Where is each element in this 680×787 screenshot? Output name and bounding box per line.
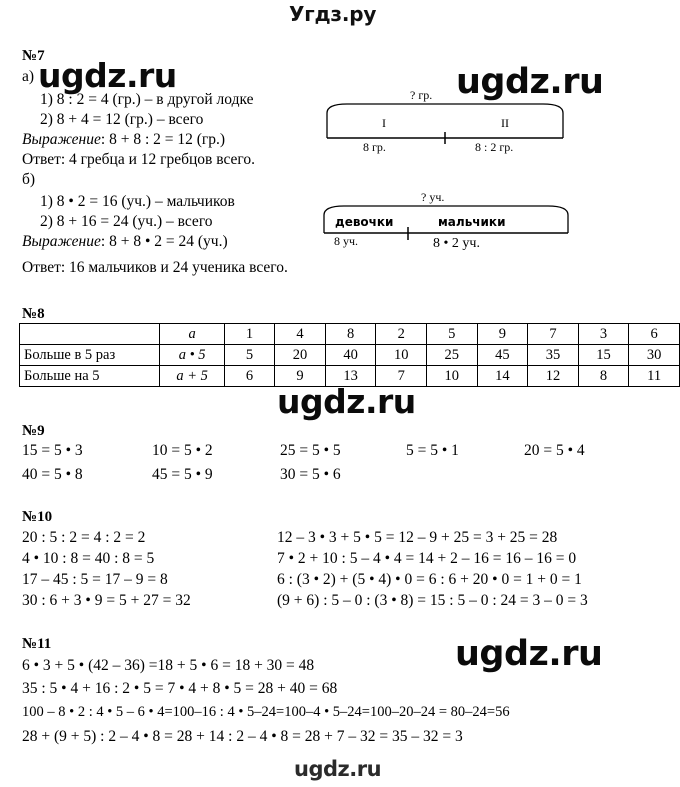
task7-b-answer: Ответ: 16 мальчиков и 24 ученика всего. [22,259,288,276]
table-cell: 30 [629,345,680,366]
table-header-cell: 9 [477,324,528,345]
task7-part-a-label: а) [22,68,35,85]
table-row-label: Больше на 5 [20,366,160,387]
table-row-label: Больше в 5 раз [20,345,160,366]
diagram-a-part2-bottom: 8 : 2 гр. [475,140,514,154]
task-number-8: №8 [22,306,45,322]
table-header-cell: 5 [427,324,478,345]
task9-row2-item-2: 45 = 5 • 9 [152,466,213,483]
task8-table [19,323,680,387]
table-cell: 40 [325,345,376,366]
table-header-cell: 3 [578,324,629,345]
diagram-a-part1-bottom: 8 гр. [363,140,386,154]
table-header-cell [20,324,160,345]
diagram-a-part2-top: II [501,116,509,130]
task9-row1-item-3: 25 = 5 • 5 [280,442,341,459]
watermark-ugdz-middle: ugdz.ru [277,382,416,421]
table-header-cell: a [160,324,224,345]
diagram-b-part2-top: мальчики [438,215,506,229]
task9-row2-item-3: 30 = 5 • 6 [280,466,341,483]
watermark-ugdz-bottom: ugdz.ru [294,757,382,781]
task11-line-4: 28 + (9 + 5) : 2 – 4 • 8 = 28 + 14 : 2 – 4 • 8 = 28 + 7 – 32 = 35 – 32 = 3 [22,728,463,745]
task7-a-line-2: 2) 8 + 4 = 12 (гр.) – всего [40,111,204,128]
diagram-b-part2-bottom: 8 • 2 уч. [433,236,480,251]
table-cell: 10 [427,366,478,387]
task10-left-line-1: 20 : 5 : 2 = 4 : 2 = 2 [22,529,146,546]
task10-right-line-1: 12 – 3 • 3 + 5 • 5 = 12 – 9 + 25 = 3 + 25 = 28 [277,529,558,546]
table-cell: 25 [427,345,478,366]
table-cell: 14 [477,366,528,387]
task10-right-line-2: 7 • 2 + 10 : 5 – 4 • 4 = 14 + 2 – 16 = 16 – 16 = 0 [277,550,577,567]
diagram-b-total-label: ? уч. [421,190,445,204]
table-row-formula: a + 5 [160,366,224,387]
task11-line-2: 35 : 5 • 4 + 16 : 2 • 5 = 7 • 4 + 8 • 5 = 28 + 40 = 68 [22,680,338,697]
table-cell: 12 [528,366,579,387]
task7-part-b-label: б) [22,171,36,188]
table-row-header [20,324,680,345]
table-row-formula: a • 5 [160,345,224,366]
task9-row1-item-1: 15 = 5 • 3 [22,442,83,459]
table-cell: 15 [578,345,629,366]
task7-a-line-1: 1) 8 : 2 = 4 (гр.) – в другой лодке [40,91,254,108]
diagram-b-part1-bottom: 8 уч. [334,234,359,248]
table-cell: 35 [528,345,579,366]
table-cell: 11 [629,366,680,387]
table-cell: 9 [275,366,326,387]
site-logo: Угдз.ру [289,2,377,26]
table-cell: 10 [376,345,427,366]
task11-line-1: 6 • 3 + 5 • (42 – 36) =18 + 5 • 6 = 18 + 30 = 48 [22,657,315,674]
task11-line-3: 100 – 8 • 2 : 4 • 5 – 6 • 4=100–16 : 4 • 5–24=100–4 • 5–24=100–20–24 = 80–24=56 [22,704,510,720]
task-number-11: №11 [22,636,52,652]
task-number-7: №7 [22,48,45,64]
task9-row1-item-5: 20 = 5 • 4 [524,442,585,459]
task7-a-expression [22,132,225,148]
task7-a-expression-label: Выражение [22,131,101,148]
watermark-ugdz-top-left: ugdz.ru [38,56,177,95]
table-header-cell: 4 [275,324,326,345]
table-cell: 6 [224,366,274,387]
task7-b-line-2: 2) 8 + 16 = 24 (уч.) – всего [40,213,213,230]
table-cell: 45 [477,345,528,366]
task9-row1-item-2: 10 = 5 • 2 [152,442,213,459]
task7-a-expression-value: : 8 + 8 : 2 = 12 (гр.) [100,131,226,148]
task7-a-answer: Ответ: 4 гребца и 12 гребцов всего. [22,151,256,168]
table-header-cell: 1 [224,324,274,345]
bracket-diagram-a [325,88,565,155]
table-header-cell: 7 [528,324,579,345]
table-cell: 7 [376,366,427,387]
bracket-diagram-b [322,190,572,258]
task7-b-expression [22,234,228,250]
task10-right-line-3: 6 : (3 • 2) + (5 • 4) • 0 = 6 : 6 + 20 • 0 = 1 + 0 = 1 [277,571,582,588]
table-header-cell: 2 [376,324,427,345]
diagram-a-total-label: ? гр. [410,88,433,102]
diagram-b-part1-top: девочки [335,215,394,229]
task-number-10: №10 [22,509,53,525]
task10-left-line-2: 4 • 10 : 8 = 40 : 8 = 5 [22,550,155,567]
watermark-ugdz-lower-right: ugdz.ru [455,634,603,674]
task9-row1-item-4: 5 = 5 • 1 [406,442,459,459]
task10-right-line-4: (9 + 6) : 5 – 0 : (3 • 8) = 15 : 5 – 0 : 24 = 3 – 0 = 3 [277,592,588,609]
watermark-ugdz-top-right: ugdz.ru [456,62,604,102]
task7-b-line-1: 1) 8 • 2 = 16 (уч.) – мальчиков [40,193,235,210]
task7-b-expression-value: : 8 + 8 • 2 = 24 (уч.) [100,233,228,250]
diagram-a-part1-top: I [382,116,386,130]
table-cell: 5 [224,345,274,366]
task9-row2-item-1: 40 = 5 • 8 [22,466,83,483]
task-number-9: №9 [22,423,45,439]
table-cell: 13 [325,366,376,387]
task10-left-line-3: 17 – 45 : 5 = 17 – 9 = 8 [22,571,168,588]
table-header-cell: 8 [325,324,376,345]
task10-left-line-4: 30 : 6 + 3 • 9 = 5 + 27 = 32 [22,592,191,609]
task7-b-expression-label: Выражение [22,233,101,250]
table-row [20,345,680,366]
table-cell: 8 [578,366,629,387]
bracket-diagram-a-graphic [325,100,565,155]
table-header-cell: 6 [629,324,680,345]
table-cell: 20 [275,345,326,366]
